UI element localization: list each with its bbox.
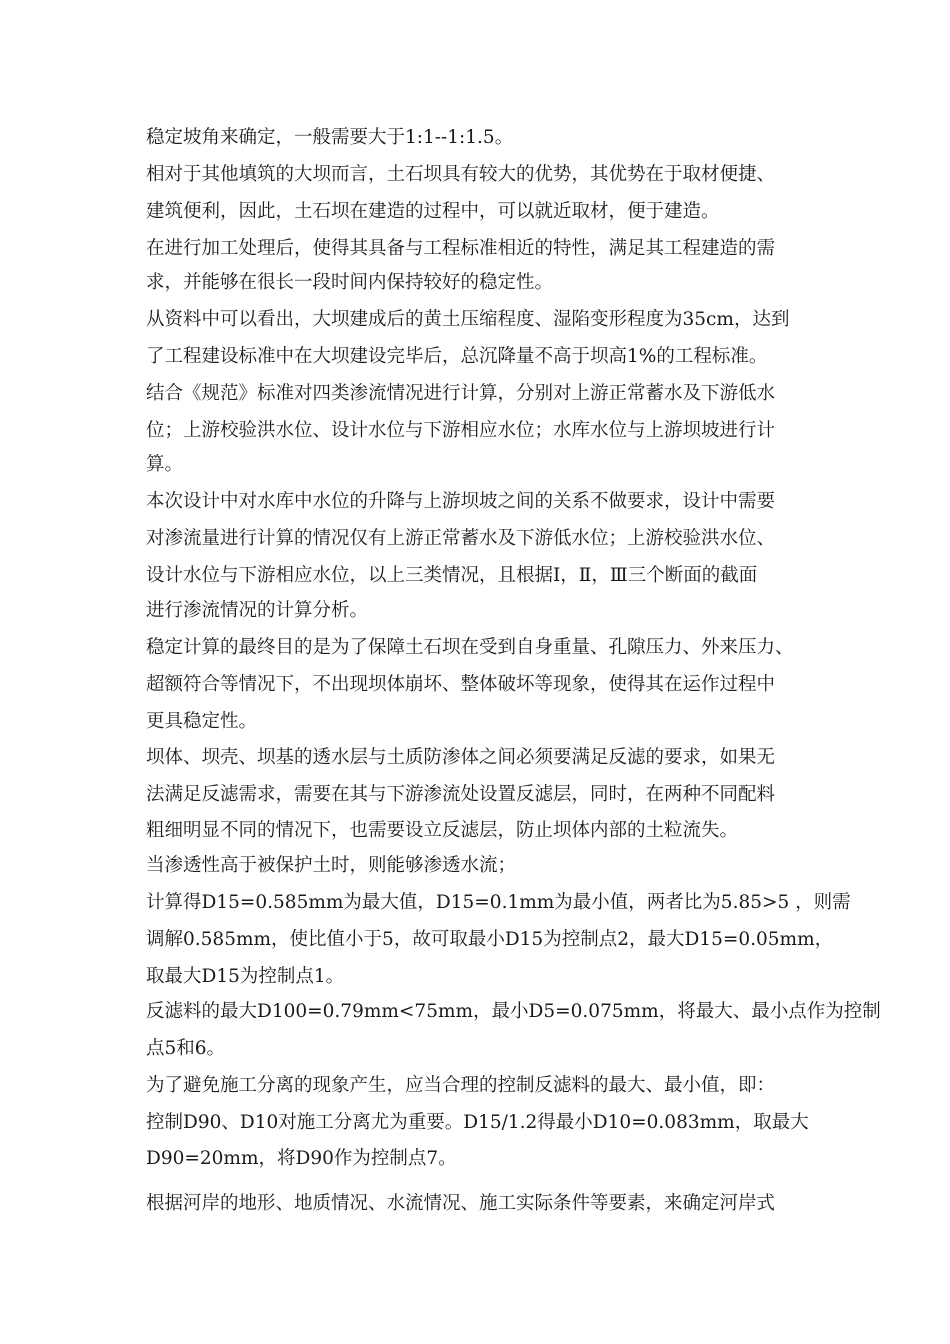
text-line: 根据河岸的地形、地质情况、水流情况、施工实际条件等要素，来确定河岸式 xyxy=(146,1193,776,1214)
text-line: 更具稳定性。 xyxy=(146,711,258,732)
text-line: 超额符合等情况下，不出现坝体崩坏、整体破坏等现象，使得其在运作过程中 xyxy=(146,674,776,695)
text-line: 稳定坡角来确定，一般需要大于1:1--1:1.5。 xyxy=(146,127,514,148)
text-line: 求，并能够在很长一段时间内保持较好的稳定性。 xyxy=(146,272,554,293)
text-line: 在进行加工处理后，使得其具备与工程标准相近的特性，满足其工程建造的需 xyxy=(146,238,776,259)
text-line: 从资料中可以看出，大坝建成后的黄土压缩程度、湿陷变形程度为35cm，达到 xyxy=(146,309,790,330)
text-line: 点5和6。 xyxy=(146,1038,226,1059)
text-line: D90=20mm，将D90作为控制点7。 xyxy=(146,1148,457,1169)
text-line: 坝体、坝壳、坝基的透水层与土质防渗体之间必须要满足反滤的要求，如果无 xyxy=(146,747,776,768)
text-line: 本次设计中对水库中水位的升降与上游坝坡之间的关系不做要求，设计中需要 xyxy=(146,491,776,512)
text-line: 取最大D15为控制点1。 xyxy=(146,966,345,987)
text-line: 控制D90、D10对施工分离尤为重要。D15/1.2得最小D10=0.083mm，取最大 xyxy=(146,1112,809,1133)
text-line: 计算得D15=0.585mm为最大值，D15=0.1mm为最小值，两者比为5.85>5 ，则需 xyxy=(146,892,851,913)
text-line: 相对于其他填筑的大坝而言，土石坝具有较大的优势，其优势在于取材便捷、 xyxy=(146,164,776,185)
text-line: 反滤料的最大D100=0.79mm<75mm，最小D5=0.075mm，将最大、最小点作为控制 xyxy=(146,1001,881,1022)
text-line: 结合《规范》标准对四类渗流情况进行计算，分别对上游正常蓄水及下游低水 xyxy=(146,383,776,404)
text-line: 粗细明显不同的情况下，也需要设立反滤层，防止坝体内部的土粒流失。 xyxy=(146,820,739,841)
text-line: 位；上游校验洪水位、设计水位与下游相应水位；水库水位与上游坝坡进行计 xyxy=(146,420,776,441)
text-line: 稳定计算的最终目的是为了保障土石坝在受到自身重量、孔隙压力、外来压力、 xyxy=(146,637,794,658)
text-line: 对渗流量进行计算的情况仅有上游正常蓄水及下游低水位；上游校验洪水位、 xyxy=(146,528,776,549)
text-line: 法满足反滤需求，需要在其与下游渗流处设置反滤层，同时，在两种不同配料 xyxy=(146,784,776,805)
text-line: 调解0.585mm，使比值小于5，故可取最小D15为控制点2，最大D15=0.05mm， xyxy=(146,929,834,950)
text-line: 当渗透性高于被保护土时，则能够渗透水流； xyxy=(146,855,517,876)
text-line: 进行渗流情况的计算分析。 xyxy=(146,600,369,621)
text-line: 算。 xyxy=(146,454,184,475)
text-line: 建筑便利，因此，土石坝在建造的过程中，可以就近取材，便于建造。 xyxy=(146,201,720,222)
text-line: 了工程建设标准中在大坝建设完毕后，总沉降量不高于坝高1%的工程标准。 xyxy=(146,346,768,367)
text-line: 为了避免施工分离的现象产生，应当合理的控制反滤料的最大、最小值，即： xyxy=(146,1075,776,1096)
text-line: 设计水位与下游相应水位，以上三类情况，且根据Ⅰ，Ⅱ，Ⅲ三个断面的截面 xyxy=(146,565,758,586)
